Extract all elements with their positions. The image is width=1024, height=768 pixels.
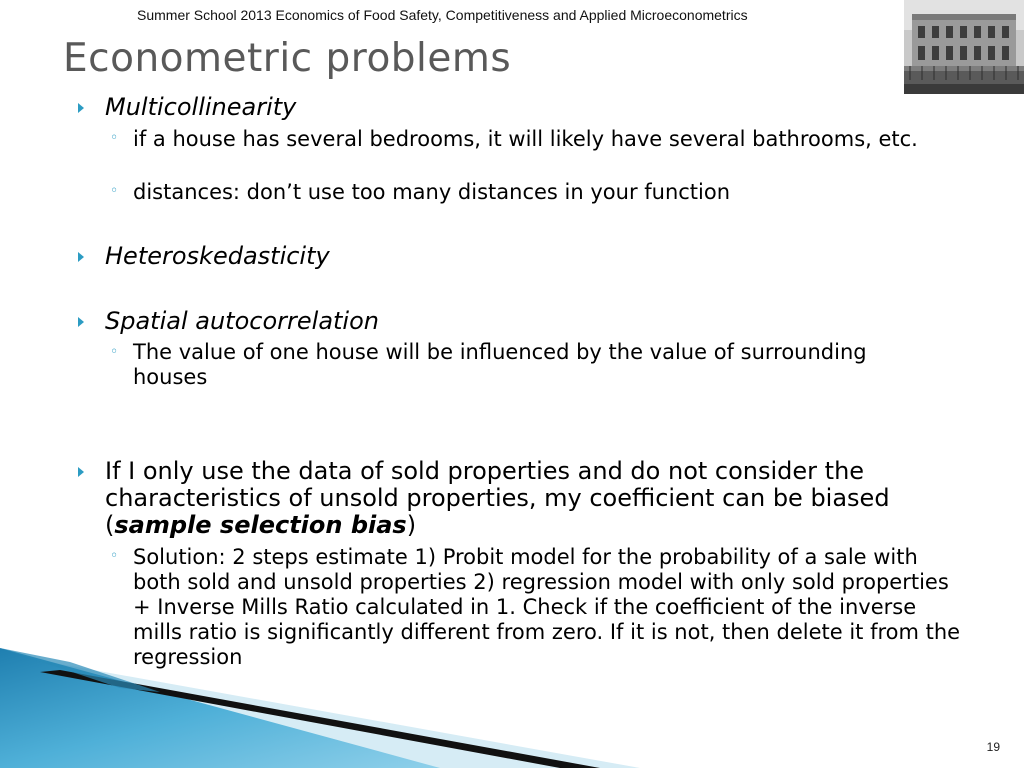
sub-bullet-text: Solution: 2 steps estimate 1) Probit model for the probability of a sale with both sold and unsold properties 2) regression model with only sold properties + Inverse Mills Ratio calculated in 1. Check if the coefficient of the inverse mills ratio is significantly different from zero. If it is not, then delete it from the regression bbox=[133, 545, 961, 669]
building-photo bbox=[904, 0, 1024, 94]
sub-bullet-circle-icon: ◦ bbox=[110, 130, 119, 146]
slide-title: Econometric problems bbox=[63, 36, 512, 81]
sub-bullet-circle-icon: ◦ bbox=[110, 548, 119, 564]
bullet-arrow-icon bbox=[78, 252, 84, 262]
bullet-multicollinearity: Multicollinearity bbox=[105, 93, 297, 121]
bullet-sample-selection bbox=[105, 458, 985, 539]
bullet-arrow-icon bbox=[78, 467, 84, 477]
bullet-sample-selection-close: ) bbox=[406, 511, 417, 539]
decorative-swoosh bbox=[0, 648, 640, 768]
sub-bullet-text: distances: don’t use too many distances in your function bbox=[133, 180, 731, 204]
bullet-sample-selection-text: If I only use the data of sold properties and do not consider the characteristics of unsold properties, my coefficient can be biased ( bbox=[105, 457, 890, 539]
bullet-arrow-icon bbox=[78, 103, 84, 113]
sub-bullet-text: if a house has several bedrooms, it will likely have several bathrooms, etc. bbox=[133, 127, 918, 151]
sub-bullet-circle-icon: ◦ bbox=[110, 344, 119, 360]
sub-bullet-text: The value of one house will be influenced by the value of surrounding houses bbox=[133, 340, 867, 389]
sub-bullet-circle-icon: ◦ bbox=[110, 183, 119, 199]
sample-selection-bias-emphasis: sample selection bias bbox=[114, 511, 407, 539]
bullet-arrow-icon bbox=[78, 317, 84, 327]
page-number: 19 bbox=[986, 740, 1000, 754]
bullet-heteroskedasticity: Heteroskedasticity bbox=[105, 242, 330, 270]
header-course-text: Summer School 2013 Economics of Food Safety, Competitiveness and Applied Microeconometrics bbox=[137, 7, 748, 23]
bullet-spatial-autocorrelation: Spatial autocorrelation bbox=[105, 307, 379, 335]
